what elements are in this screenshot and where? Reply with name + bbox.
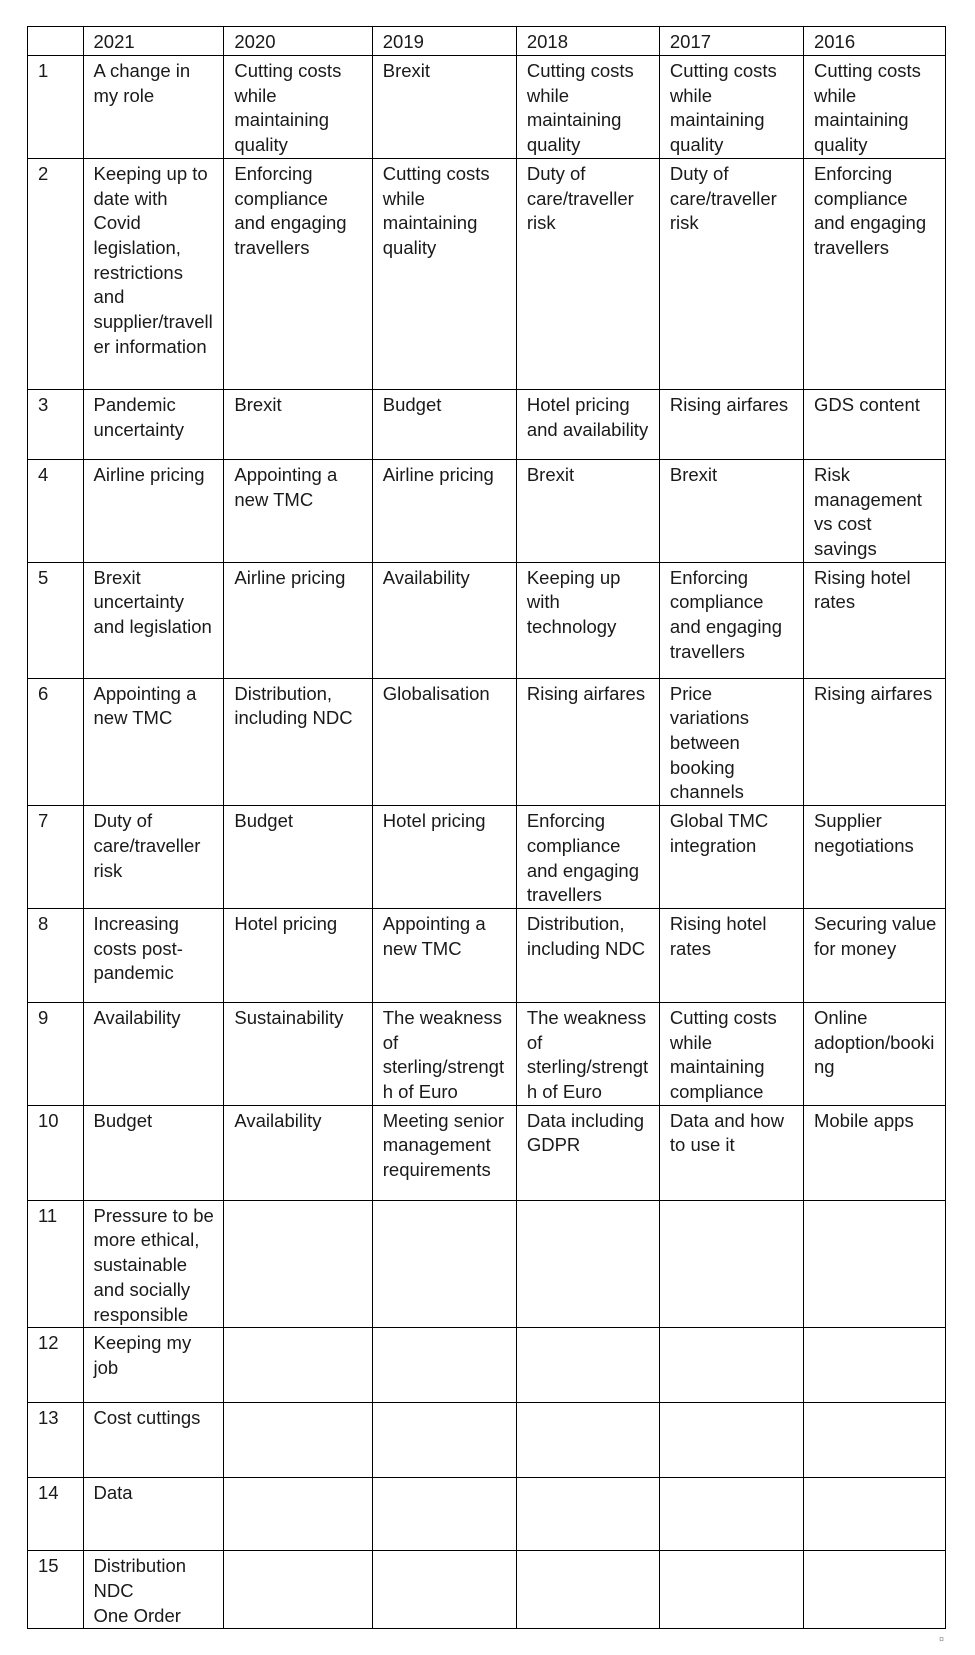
header-cell-year: 2021 — [83, 27, 224, 56]
rank-number-cell: 14 — [28, 1478, 84, 1551]
rank-number-cell: 13 — [28, 1403, 84, 1478]
rank-number-cell: 1 — [28, 56, 84, 159]
priority-cell — [224, 1328, 372, 1403]
priority-cell: Enforcing compliance and engaging travellers — [803, 158, 945, 389]
priority-cell: Rising airfares — [803, 678, 945, 806]
priority-cell: Keeping my job — [83, 1328, 224, 1403]
priority-cell — [803, 1328, 945, 1403]
priority-cell: Data including GDPR — [516, 1105, 659, 1200]
priority-cell — [516, 1403, 659, 1478]
priority-cell: Keeping up to date with Covid legislation, restrictions and supplier/traveller information — [83, 158, 224, 389]
priority-cell: Risk management vs cost savings — [803, 459, 945, 562]
priority-cell: The weakness of sterling/strength of Euro — [372, 1002, 516, 1105]
priority-cell — [224, 1403, 372, 1478]
cell-end-mark: ¤ — [939, 1634, 945, 1644]
priority-cell: Rising hotel rates — [659, 908, 803, 1002]
table-row — [28, 56, 946, 159]
table-row — [28, 1403, 946, 1478]
priority-cell: Hotel pricing and availability — [516, 389, 659, 459]
priority-cell: Duty of care/traveller risk — [516, 158, 659, 389]
rank-number-cell: 12 — [28, 1328, 84, 1403]
table-row — [28, 1002, 946, 1105]
priority-cell: Distribution, including NDC — [516, 908, 659, 1002]
priority-cell — [372, 1328, 516, 1403]
priority-cell: Budget — [372, 389, 516, 459]
priority-cell — [659, 1478, 803, 1551]
priority-cell: Availability — [224, 1105, 372, 1200]
header-cell-year: 2019 — [372, 27, 516, 56]
table-row — [28, 1200, 946, 1328]
priority-cell — [224, 1478, 372, 1551]
priority-cell — [224, 1200, 372, 1328]
priority-cell: Enforcing compliance and engaging travellers — [224, 158, 372, 389]
priority-cell — [659, 1551, 803, 1629]
priority-cell: Globalisation — [372, 678, 516, 806]
table-row — [28, 459, 946, 562]
rank-number-cell: 6 — [28, 678, 84, 806]
table-row — [28, 908, 946, 1002]
priorities-ranking-table — [27, 26, 946, 1629]
priority-cell: Increasing costs post-pandemic — [83, 908, 224, 1002]
rank-number-cell: 2 — [28, 158, 84, 389]
priority-cell — [516, 1478, 659, 1551]
header-row — [28, 27, 946, 56]
rank-number-cell: 10 — [28, 1105, 84, 1200]
rank-number-cell: 8 — [28, 908, 84, 1002]
priority-cell — [803, 1478, 945, 1551]
priority-cell: Cutting costs while maintaining compliance — [659, 1002, 803, 1105]
priority-cell: Brexit — [372, 56, 516, 159]
priority-cell: Brexit — [659, 459, 803, 562]
priority-cell — [803, 1200, 945, 1328]
priority-cell: Keeping up with technology — [516, 562, 659, 678]
priority-cell: Duty of care/traveller risk — [659, 158, 803, 389]
rank-number-cell: 4 — [28, 459, 84, 562]
priority-cell: A change in my role — [83, 56, 224, 159]
priority-cell — [516, 1200, 659, 1328]
priority-cell: Securing value for money — [803, 908, 945, 1002]
priority-cell: Appointing a new TMC — [372, 908, 516, 1002]
priority-cell: Price variations between booking channels — [659, 678, 803, 806]
priority-cell: Brexit — [516, 459, 659, 562]
priority-cell: Availability — [83, 1002, 224, 1105]
priority-cell: Online adoption/booking — [803, 1002, 945, 1105]
priority-cell: Cutting costs while maintaining quality — [372, 158, 516, 389]
header-cell-year: 2017 — [659, 27, 803, 56]
table-row — [28, 806, 946, 909]
priority-cell: Distribution NDC One Order — [83, 1551, 224, 1629]
table-row — [28, 1551, 946, 1629]
priority-cell: Global TMC integration — [659, 806, 803, 909]
priority-cell: Airline pricing — [372, 459, 516, 562]
priority-cell: Hotel pricing — [372, 806, 516, 909]
header-cell-year: 2018 — [516, 27, 659, 56]
priority-cell: Pressure to be more ethical, sustainable and socially responsible — [83, 1200, 224, 1328]
priority-cell: Distribution, including NDC — [224, 678, 372, 806]
priority-cell: Cost cuttings — [83, 1403, 224, 1478]
priority-cell: Cutting costs while maintaining quality — [224, 56, 372, 159]
priority-cell — [224, 1551, 372, 1629]
table-row — [28, 1105, 946, 1200]
priority-cell: Availability — [372, 562, 516, 678]
priority-cell: Enforcing compliance and engaging travellers — [659, 562, 803, 678]
table-row — [28, 158, 946, 389]
priority-cell: Cutting costs while maintaining quality — [659, 56, 803, 159]
priority-cell: Brexit — [224, 389, 372, 459]
priority-cell — [372, 1551, 516, 1629]
rank-number-cell: 15 — [28, 1551, 84, 1629]
priority-cell: GDS content — [803, 389, 945, 459]
priority-cell: Data — [83, 1478, 224, 1551]
table-row — [28, 1478, 946, 1551]
priority-cell: Meeting senior management requirements — [372, 1105, 516, 1200]
priority-cell — [372, 1200, 516, 1328]
priority-cell: Rising airfares — [516, 678, 659, 806]
rank-number-cell: 9 — [28, 1002, 84, 1105]
priority-cell: Mobile apps — [803, 1105, 945, 1200]
table-row — [28, 389, 946, 459]
priority-cell — [659, 1403, 803, 1478]
rank-number-cell: 3 — [28, 389, 84, 459]
priority-cell: Data and how to use it — [659, 1105, 803, 1200]
priority-cell — [372, 1403, 516, 1478]
priority-cell — [803, 1403, 945, 1478]
priority-cell: Pandemic uncertainty — [83, 389, 224, 459]
table-body — [28, 27, 946, 1629]
table-row — [28, 678, 946, 806]
priority-cell: Supplier negotiations — [803, 806, 945, 909]
priority-cell: Budget — [83, 1105, 224, 1200]
priority-cell — [372, 1478, 516, 1551]
priority-cell: Cutting costs while maintaining quality — [516, 56, 659, 159]
priority-cell — [516, 1328, 659, 1403]
priority-cell: Hotel pricing — [224, 908, 372, 1002]
priority-cell: Enforcing compliance and engaging travellers — [516, 806, 659, 909]
priority-cell — [803, 1551, 945, 1629]
priority-cell: Cutting costs while maintaining quality — [803, 56, 945, 159]
priority-cell — [659, 1328, 803, 1403]
rank-number-cell: 7 — [28, 806, 84, 909]
priority-cell — [659, 1200, 803, 1328]
priority-cell: Airline pricing — [224, 562, 372, 678]
priority-cell: The weakness of sterling/strength of Euro — [516, 1002, 659, 1105]
header-cell-year: 2016 — [803, 27, 945, 56]
priority-cell: Brexit uncertainty and legislation — [83, 562, 224, 678]
priority-cell: Rising airfares — [659, 389, 803, 459]
priority-cell: Budget — [224, 806, 372, 909]
header-cell-year: 2020 — [224, 27, 372, 56]
priority-cell — [516, 1551, 659, 1629]
priority-cell: Rising hotel rates — [803, 562, 945, 678]
header-cell-rank — [28, 27, 84, 56]
priority-cell: Appointing a new TMC — [224, 459, 372, 562]
rank-number-cell: 5 — [28, 562, 84, 678]
table-row — [28, 562, 946, 678]
priority-cell: Sustainability — [224, 1002, 372, 1105]
priority-cell: Appointing a new TMC — [83, 678, 224, 806]
priority-cell: Duty of care/traveller risk — [83, 806, 224, 909]
priority-cell: Airline pricing — [83, 459, 224, 562]
rank-number-cell: 11 — [28, 1200, 84, 1328]
table-row — [28, 1328, 946, 1403]
